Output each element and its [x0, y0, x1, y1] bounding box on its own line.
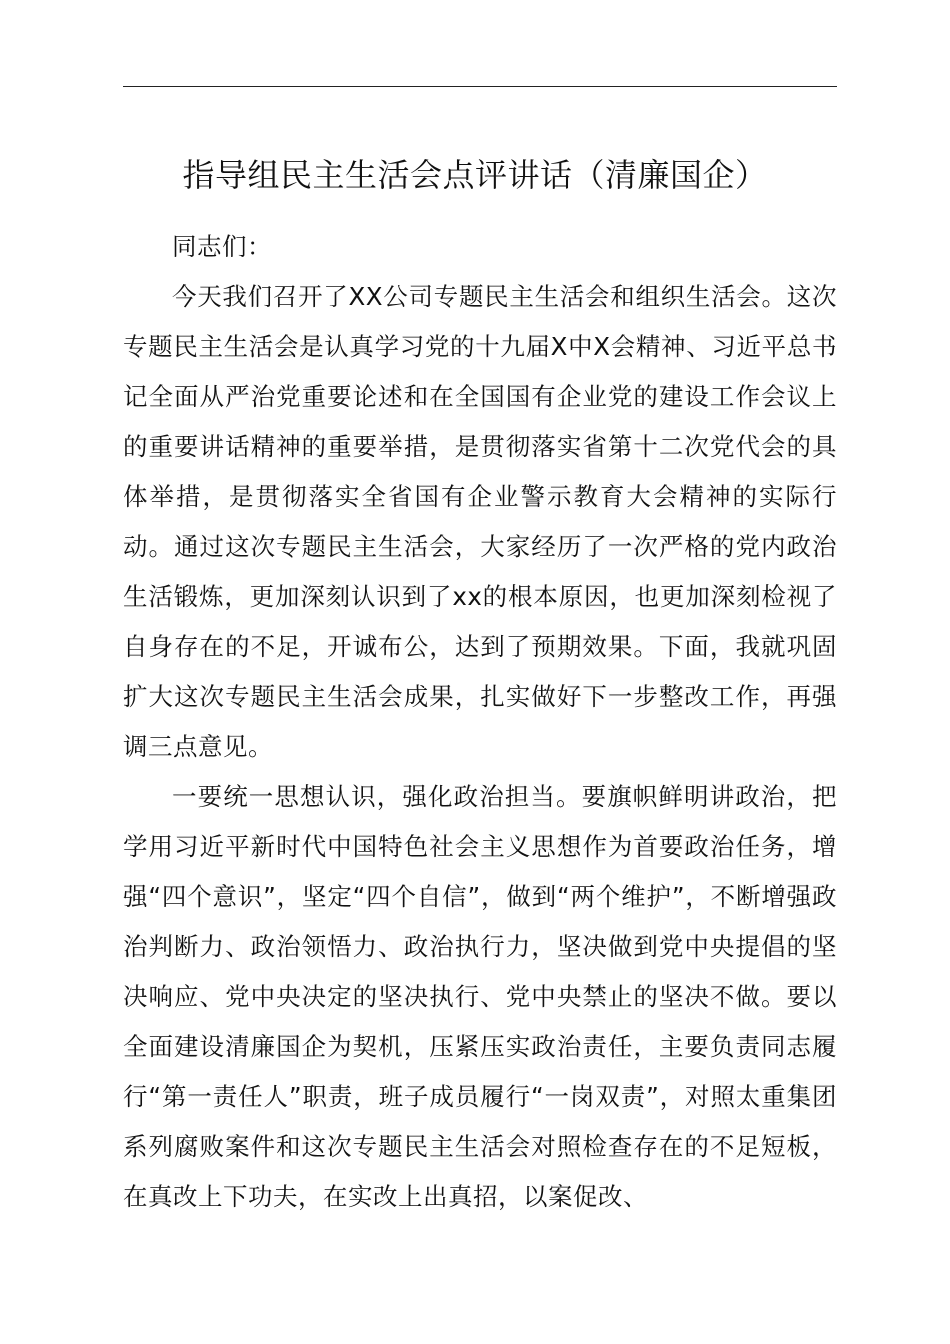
document-title: 指导组民主生活会点评讲话（清廉国企）: [182, 156, 768, 194]
document-body: [123, 222, 837, 1222]
header-divider: [123, 86, 837, 87]
paragraph-opening: 今天我们召开了XX公司专题民主生活会和组织生活会。这次专题民主生活会是认真学习党的十九届X中X会精神、习近平总书记全面从严治党重要论述和在全国国有企业党的建设工作会议上的重要讲话精神的重要举措，是贯彻落实省第十二次党代会的具体举措，是贯彻落实全省国有企业警示教育大会精神的实际行动。通过这次专题民主生活会，大家经历了一次严格的党内政治生活锻炼，更加深刻认识到了xx的根本原因，也更加深刻检视了自身存在的不足，开诚布公，达到了预期效果。下面，我就巩固扩大这次专题民主生活会成果，扎实做好下一步整改工作，再强调三点意见。: [123, 282, 837, 761]
paragraph-point-one: 一要统一思想认识，强化政治担当。要旗帜鲜明讲政治，把学用习近平新时代中国特色社会主义思想作为首要政治任务，增强“四个意识”，坚定“四个自信”，做到“两个维护”，不断增强政治判断力、政治领悟力、政治执行力，坚决做到党中央提倡的坚决响应、党中央决定的坚决执行、党中央禁止的坚决不做。要以全面建设清廉国企为契机，压紧压实政治责任，主要负责同志履行“第一责任人”职责，班子成员履行“一岗双责”，对照太重集团系列腐败案件和这次专题民主生活会对照检查存在的不足短板，在真改上下功夫，在实改上出真招，以案促改、: [123, 782, 837, 1211]
greeting: 同志们：: [172, 232, 272, 261]
